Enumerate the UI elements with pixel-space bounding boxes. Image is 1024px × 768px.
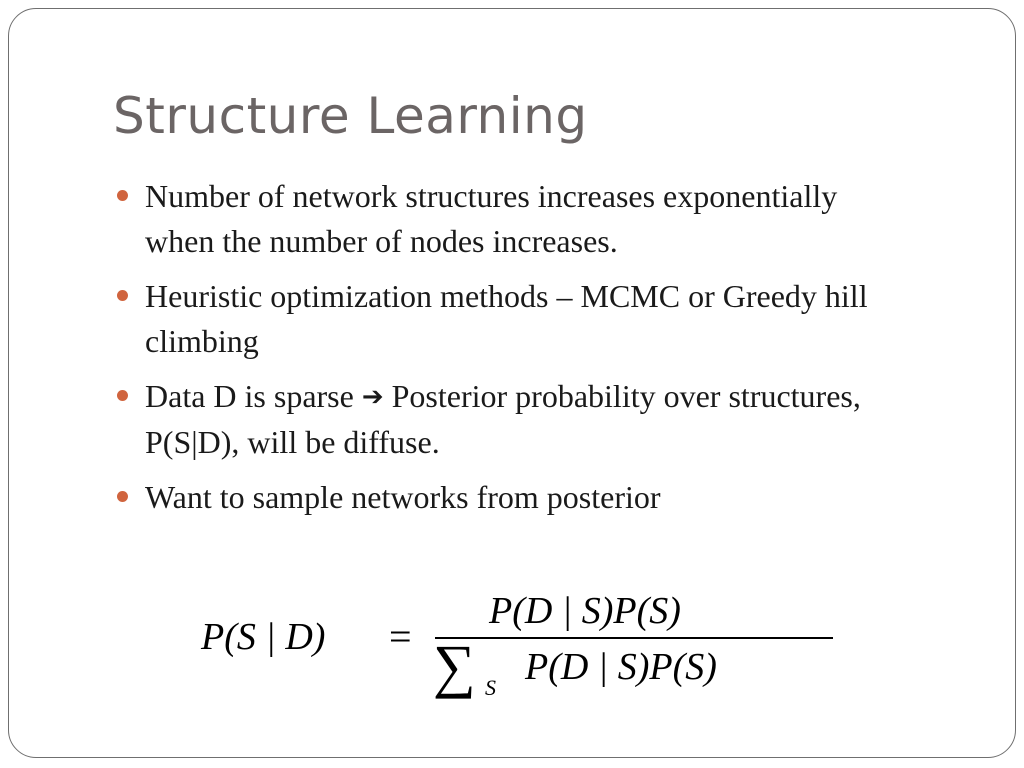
- right-arrow-icon: ➔: [361, 382, 384, 412]
- formula-equals: =: [389, 614, 412, 659]
- slide-title: Structure Learning: [113, 87, 588, 145]
- bullet-text-after: Posterior probability over structures, P(S|D), will be diffuse.: [145, 378, 861, 460]
- bullet-text: Heuristic optimization methods – MCMC or Greedy hill climbing: [145, 278, 868, 359]
- bullet-dot-icon: [117, 190, 128, 201]
- sum-subscript: S: [485, 675, 496, 700]
- slide-frame: [8, 8, 1016, 758]
- bullet-dot-icon: [117, 390, 128, 401]
- bullet-dot-icon: [117, 491, 128, 502]
- bullet-item-2: [111, 274, 911, 364]
- bullet-item-3: [111, 374, 911, 465]
- bullet-item-4: [111, 475, 911, 520]
- bullet-list: [111, 174, 911, 530]
- bullet-text: Number of network structures increases exponentially when the number of nodes increases.: [145, 178, 838, 259]
- bullet-item-1: [111, 174, 911, 264]
- bayes-formula: [189, 581, 849, 721]
- bullet-text-before: Data D is sparse: [145, 378, 362, 414]
- formula-numerator: P(D | S)P(S): [489, 590, 681, 632]
- bullet-text: Want to sample networks from posterior: [145, 479, 661, 515]
- formula-lhs: P(S | D): [201, 616, 326, 658]
- sum-icon: ∑: [433, 633, 476, 699]
- formula-denominator: P(D | S)P(S): [525, 646, 717, 688]
- bullet-dot-icon: [117, 290, 128, 301]
- fraction-bar: [435, 637, 833, 639]
